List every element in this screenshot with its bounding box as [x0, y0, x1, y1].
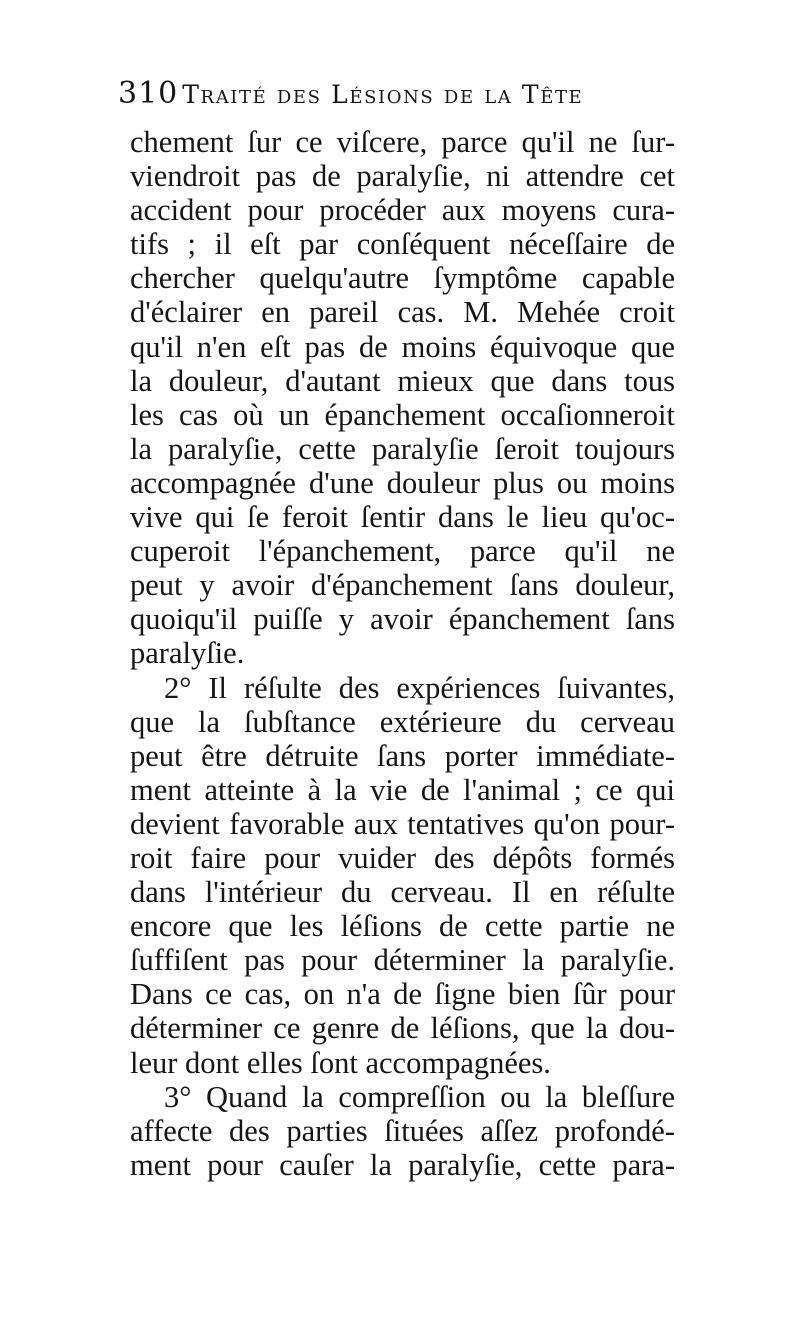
page-number: 310: [118, 76, 179, 111]
text-line: ment atteinte à la vie de l'animal ; ce qui: [130, 772, 675, 807]
body-text: [130, 125, 675, 1182]
text-line: les cas où un épanchement occaſionneroit: [130, 397, 675, 432]
text-line: peut y avoir d'épanchement ſans douleur,: [130, 568, 675, 603]
text-line: viendroit pas de paralyſie, ni attendre cet: [130, 159, 675, 194]
page-header: [118, 76, 678, 124]
text-line: quoiqu'il puiſſe y avoir épanchement ſans: [130, 602, 675, 637]
text-line: cuperoit l'épanchement, parce qu'il ne: [130, 534, 675, 569]
text-line: ſuffiſent pas pour déterminer la paralyſie.: [130, 943, 675, 978]
text-line: ment pour cauſer la paralyſie, cette para-: [130, 1147, 675, 1182]
text-line: que la ſubſtance extérieure du cerveau: [130, 704, 675, 739]
text-line: encore que les léſions de cette partie ne: [130, 909, 675, 944]
text-line: accompagnée d'une douleur plus ou moins: [130, 465, 675, 500]
text-line: affecte des parties ſituées aſſez profondé-: [130, 1113, 675, 1148]
text-line: paralyſie.: [130, 636, 245, 671]
text-line: la douleur, d'autant mieux que dans tous: [130, 363, 675, 398]
text-line: devient favorable aux tentatives qu'on pour-: [130, 806, 675, 841]
text-line: leur dont elles ſont accompagnées.: [130, 1045, 551, 1080]
text-line: déterminer ce genre de léſions, que la dou-: [130, 1011, 675, 1046]
text-line: dans l'intérieur du cerveau. Il en réſulte: [130, 875, 675, 910]
running-title: Traité des Lésions de la Tête: [182, 80, 584, 109]
text-line: 2° Il réſulte des expériences ſuivantes,: [164, 670, 675, 705]
text-line: Dans ce cas, on n'a de ſigne bien ſûr pour: [130, 977, 675, 1012]
text-line: 3° Quand la compreſſion ou la bleſſure: [164, 1079, 675, 1114]
text-line: vive qui ſe feroit ſentir dans le lieu qu'oc-: [130, 500, 675, 535]
text-line: chement ſur ce viſcere, parce qu'il ne ſur-: [130, 125, 675, 159]
text-line: accident pour procéder aux moyens cura-: [130, 193, 675, 228]
text-line: d'éclairer en pareil cas. M. Mehée croit: [130, 295, 675, 330]
text-line: peut être détruite ſans porter immédiate-: [130, 738, 675, 773]
text-line: tifs ; il eſt par conſéquent néceſſaire de: [130, 227, 675, 262]
text-line: la paralyſie, cette paralyſie ſeroit toujours: [130, 431, 675, 466]
text-line: chercher quelqu'autre ſymptôme capable: [130, 261, 675, 296]
text-line: qu'il n'en eſt pas de moins équivoque que: [130, 329, 675, 364]
text-line: roit faire pour vuider des dépôts formés: [130, 840, 675, 875]
